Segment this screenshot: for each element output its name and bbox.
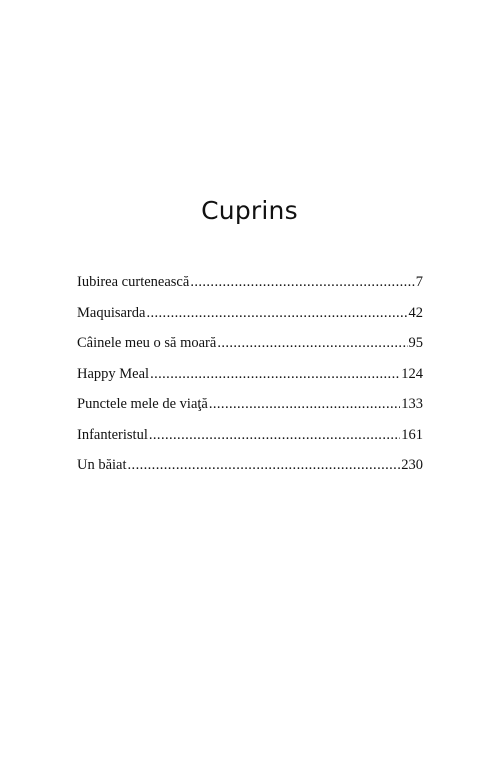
toc-entry: [77, 303, 423, 334]
toc-entry: [77, 455, 423, 486]
toc-entry-page-number: 42: [408, 304, 423, 321]
table-of-contents: [77, 272, 423, 486]
toc-entry-title: Iubirea curtenească: [77, 274, 190, 290]
toc-entry-title: Infanteristul: [77, 426, 148, 443]
toc-entry-title: Maquisarda: [77, 304, 146, 321]
page-title: Cuprins: [201, 196, 298, 225]
dot-leader: [128, 455, 401, 475]
dot-leader: [190, 272, 414, 292]
dot-leader: [150, 364, 400, 384]
toc-entry: [77, 272, 423, 303]
toc-entry: [77, 394, 423, 425]
toc-entry: [77, 425, 423, 456]
toc-entry-page-number: 95: [408, 335, 423, 351]
toc-entry-page-number: 7: [415, 274, 423, 290]
toc-entry-page-number: 124: [401, 365, 423, 382]
toc-entry: [77, 333, 423, 364]
toc-entry-title: Câinele meu o să moară: [77, 335, 217, 351]
toc-entry-title: Punctele mele de viaţă: [77, 396, 208, 412]
dot-leader: [146, 303, 407, 323]
toc-entry-title: Happy Meal: [77, 365, 150, 382]
toc-entry-page-number: 161: [401, 426, 423, 443]
dot-leader: [149, 425, 400, 445]
toc-entry: [77, 364, 423, 395]
dot-leader: [209, 394, 400, 414]
toc-entry-page-number: 230: [401, 457, 423, 473]
toc-entry-title: Un băiat: [77, 457, 127, 473]
toc-entry-page-number: 133: [401, 396, 423, 412]
dot-leader: [217, 333, 407, 353]
